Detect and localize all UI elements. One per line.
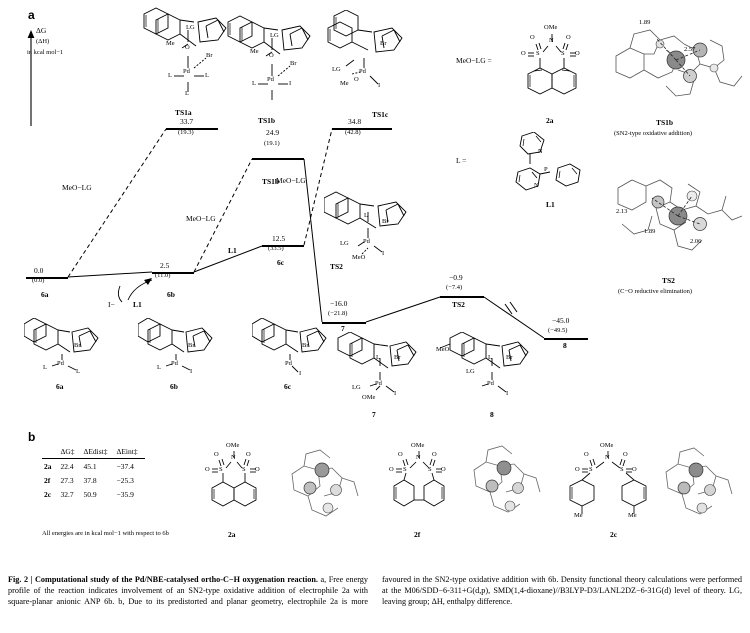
caption-title: Fig. 2 | Computational study of the Pd/NBE-catalysed ortho-C−H oxygenation reaction. — [8, 575, 318, 584]
xray-ts2-distance-2: 1.89 — [644, 228, 656, 235]
render-2a — [276, 440, 366, 530]
ts1a-atom-l2: L — [205, 72, 209, 79]
ts2mid-atom-l: L — [364, 212, 368, 219]
caption-part-b: b, Due to its predistorted and planar geometry, electrophile 2a is more favoured in the SN2-type oxidative addition with 6b. Density functional theory calculations were performed at the M06/SDD−6-311+G(d,p), SMD(1,4-dioxane)//B3LYP-D3/LANL2DZ−6-31G(d) level of theory. LG, leaving group; ΔH, enthalpy difference. — [118, 575, 742, 606]
c8-name: 8 — [563, 341, 567, 350]
structure-6b — [138, 318, 224, 384]
c8-atom-l: L — [488, 354, 492, 361]
ts2mid-atom-meo: MeO — [352, 254, 366, 261]
structure-2a-o1: O — [521, 50, 526, 57]
c8-atom-i: I — [506, 390, 509, 397]
c6c-dH: (33.5) — [268, 245, 284, 252]
structure-6c — [252, 318, 338, 384]
xray-ts2-render — [604, 158, 746, 274]
c6b-atom-pd: Pd — [171, 360, 178, 367]
structure-2f-s1: S — [403, 466, 407, 473]
ts1c-dG: 34.8 — [348, 117, 362, 126]
panel-b-letter: b — [28, 430, 36, 444]
structure-2f-o1: O — [389, 466, 394, 473]
c8-atom-pd: Pd — [487, 380, 494, 387]
edge-label-iodide: I− — [108, 300, 115, 309]
meo-lg-equals-label: MeO−LG = — [456, 56, 492, 65]
structure-2a-panelb — [196, 442, 268, 524]
ts1c-atom-pd: Pd — [359, 68, 366, 75]
structure-2c-o3: O — [632, 466, 637, 473]
table-row-label-2c: 2c — [44, 489, 52, 499]
c6c-name: 6c — [277, 258, 285, 267]
table-row-label-2a: 2a — [44, 461, 52, 471]
c8-atom-br: Br — [506, 354, 513, 361]
ts2-dH: (−7.4) — [446, 284, 463, 291]
structure-7 — [336, 332, 436, 412]
structure-2f-o2: O — [398, 451, 403, 458]
ts1c-atom-o: O — [354, 76, 359, 83]
c6a-dG: 0.0 — [34, 266, 44, 275]
structure-2c-o2: O — [584, 451, 589, 458]
xray-ts1b-distance-2: 2.57 — [684, 46, 696, 53]
structure-2a-panelb-name: 2a — [228, 530, 236, 539]
c6b-name: 6b — [167, 290, 175, 299]
structure-2c-n: N — [605, 454, 610, 461]
structure-2f-ome: OMe — [411, 442, 425, 449]
structure-l1-n2: N — [534, 182, 539, 189]
ts1a-atom-l3: L — [185, 90, 189, 97]
edge-label-meolg-2: MeO−LG — [186, 214, 216, 223]
c6a-name: 6a — [41, 290, 49, 299]
ts1c-atom-me: Me — [340, 80, 349, 87]
structure-2a-panelb-s2: S — [242, 466, 246, 473]
c6c-struct-name: 6c — [284, 382, 292, 391]
xray-ts2-distance-3: 2.06 — [690, 238, 702, 245]
table-cell-2f-dEint: −25.3 — [116, 475, 134, 485]
structure-2f-o4: O — [432, 451, 437, 458]
xray-ts2-distance-1: 2.13 — [616, 208, 628, 215]
table-row-label-2f: 2f — [44, 475, 51, 485]
ts1c-name: TS1c — [372, 110, 389, 119]
c7-dG: −16.0 — [330, 299, 348, 308]
ts1a-name: TS1a — [175, 108, 192, 117]
ts1a-atom-me: Me — [166, 40, 175, 47]
ts1b-atom-br: Br — [290, 60, 297, 67]
table-row — [42, 473, 145, 487]
c7-dH: (−21.8) — [328, 310, 348, 317]
structure-2a-o4: O — [566, 34, 571, 41]
structure-2a-o2: O — [530, 34, 535, 41]
ts1c-atom-i: I — [378, 82, 381, 89]
edge-label-meolg-3: MeO−LG — [276, 176, 306, 185]
c8-struct-name: 8 — [490, 410, 494, 419]
structure-l1-name: L1 — [546, 200, 555, 209]
c6a-atom-br: Br — [74, 342, 81, 349]
ts1c-atom-br: Br — [380, 40, 387, 47]
table-row — [42, 487, 145, 501]
ts1b-atom-i: I — [289, 80, 292, 87]
c8-atom-meo: MeO — [436, 346, 450, 353]
structure-2a-panelb-o3: O — [255, 466, 260, 473]
structure-2f-panelb — [382, 442, 454, 524]
ts2-name-mid: TS2 — [330, 262, 343, 271]
xray-ts2-name: TS2 — [662, 276, 675, 285]
structure-2c-ome: OMe — [600, 442, 614, 449]
ts2mid-atom-pd: Pd — [363, 238, 370, 245]
table-cell-2c-dG: 32.7 — [60, 489, 74, 499]
ts2mid-atom-lg: LG — [340, 240, 349, 247]
render-2c — [654, 440, 744, 530]
c8-dG: −45.0 — [552, 316, 570, 325]
structure-2a-panelb-o4: O — [246, 451, 251, 458]
render-2f — [460, 440, 550, 530]
structure-2a-o3: O — [575, 50, 580, 57]
c6b-dH: (11.0) — [155, 272, 171, 279]
structure-2f-name: 2f — [414, 530, 421, 539]
c7-atom-lg: LG — [352, 384, 361, 391]
table-row — [42, 459, 145, 474]
ts1b-atom-lg: LG — [270, 32, 279, 39]
ts1b-name-struct: TS1b — [258, 116, 276, 125]
c6b-atom-l: L — [157, 364, 161, 371]
structure-6a — [24, 318, 110, 384]
xray-ts1b-name: TS1b — [656, 118, 674, 127]
table-cell-2c-dEdist: 50.9 — [83, 489, 97, 499]
ts1a-atom-br: Br — [206, 52, 213, 59]
table-header-dG: ΔG‡ — [59, 444, 82, 459]
structure-2c-me2: Me — [628, 512, 637, 519]
c7-atom-ome: OMe — [362, 394, 376, 401]
structure-2a-panelb-s1: S — [219, 466, 223, 473]
axis-label-dG: ΔG — [36, 26, 47, 35]
structure-2c-s1: S — [589, 466, 593, 473]
c7-struct-name: 7 — [372, 410, 376, 419]
panel-a-letter: a — [28, 8, 35, 22]
panel-b-table — [42, 444, 145, 501]
c6c-atom-pd: Pd — [285, 360, 292, 367]
ts1a-atom-pd: Pd — [183, 68, 190, 75]
c6a-atom-l1: L — [43, 364, 47, 371]
structure-2c-o1: O — [575, 466, 580, 473]
c6c-atom-i: I — [299, 370, 302, 377]
c7-name: 7 — [341, 324, 345, 333]
c8-atom-lg: LG — [466, 368, 475, 375]
structure-2a-s2: S — [561, 50, 565, 57]
structure-2a-n: N — [549, 37, 554, 44]
table-cell-2f-dG: 27.3 — [60, 475, 74, 485]
ts1b-atom-me: Me — [250, 48, 259, 55]
table-header-dEint: ΔEint‡ — [115, 444, 145, 459]
ts1a-dH: (19.3) — [178, 129, 194, 136]
c6a-atom-pd: Pd — [57, 360, 64, 367]
structure-2a-panelb-n: N — [231, 454, 236, 461]
ts1b-atom-l: L — [252, 80, 256, 87]
c7-atom-i: I — [394, 390, 397, 397]
structure-2f-o3: O — [441, 466, 446, 473]
c6b-atom-br: Br — [188, 342, 195, 349]
structure-2a-ome: OMe — [544, 24, 558, 31]
structure-2f-n: N — [416, 454, 421, 461]
structure-2f-s2: S — [428, 466, 432, 473]
table-cell-2c-dEint: −35.9 — [116, 489, 134, 499]
c6a-atom-l2: L — [76, 368, 80, 375]
c6a-dH: (0.0) — [32, 277, 45, 284]
ts1a-atom-lg: LG — [186, 24, 195, 31]
xray-ts2-caption: (C−O reductive elimination) — [618, 288, 693, 295]
edge-label-l1-b: L1 — [133, 300, 142, 309]
table-header-blank — [42, 444, 59, 459]
xray-ts1b-distance-1: 1.89 — [639, 19, 651, 26]
c6a-struct-name: 6a — [56, 382, 64, 391]
ts1c-atom-lg: LG — [332, 66, 341, 73]
axis-label-dH: (ΔH) — [36, 38, 50, 45]
structure-2a-panelb-ome: OMe — [226, 442, 240, 449]
structure-l1-n1: N — [538, 148, 543, 155]
edge-label-l1-a: L1 — [228, 246, 237, 255]
c6b-struct-name: 6b — [170, 382, 178, 391]
structure-8 — [436, 332, 546, 412]
structure-2c-name: 2c — [610, 530, 618, 539]
structure-l1-p: P — [544, 166, 548, 173]
c7-atom-br: Br — [394, 354, 401, 361]
table-cell-2a-dEint: −37.4 — [116, 461, 134, 471]
structure-2a-panelb-o1: O — [205, 466, 210, 473]
ts1b-dH: (19.1) — [264, 140, 280, 147]
c6c-dG: 12.5 — [272, 234, 286, 243]
ts2-dG: −0.9 — [449, 273, 463, 282]
ts2mid-atom-br: Br — [382, 218, 389, 225]
ts1a-dG: 33.7 — [180, 117, 194, 126]
ts1a-atom-o: O — [185, 44, 190, 51]
axis-label-units: in kcal mol−1 — [27, 49, 64, 56]
structure-2c-o4: O — [623, 451, 628, 458]
ts1b-atom-o: O — [269, 52, 274, 59]
structure-2a-panelb-o2: O — [214, 451, 219, 458]
ts1a-atom-l1: L — [168, 72, 172, 79]
xray-ts1b-caption: (SN2-type oxidative addition) — [614, 130, 692, 137]
panel-b-footnote: All energies are in kcal mol−1 with respect to 6b — [42, 530, 169, 537]
c6b-dG: 2.5 — [160, 261, 170, 270]
c6b-atom-i: I — [190, 368, 193, 375]
c7-atom-l: L — [376, 354, 380, 361]
ts1b-label-curve: TS1b — [262, 177, 280, 186]
ligand-equals-label: L = — [456, 156, 467, 165]
table-header-dEdist: ΔEdist‡ — [82, 444, 115, 459]
ts1b-atom-pd: Pd — [267, 76, 274, 83]
caption-part-a: a, Free energy profile of the reaction indicates involvement of an SN2-type oxidative addition of electrophile 2a with square-planar anionic ANP 6b. — [8, 575, 368, 606]
structure-2c-me1: Me — [574, 512, 583, 519]
table-cell-2f-dEdist: 37.8 — [83, 475, 97, 485]
c6c-atom-br: Br — [302, 342, 309, 349]
xray-ts1b-render — [604, 10, 746, 116]
table-cell-2a-dG: 22.4 — [60, 461, 74, 471]
c7-atom-pd: Pd — [375, 380, 382, 387]
ts1b-dG: 24.9 — [266, 128, 280, 137]
structure-2a-name: 2a — [546, 116, 554, 125]
figure-caption — [8, 575, 742, 607]
structure-2a-s1: S — [536, 50, 540, 57]
ts2-name-curve: TS2 — [452, 300, 465, 309]
ts1c-dH: (42.8) — [345, 129, 361, 136]
structure-2c-s2: S — [620, 466, 624, 473]
c8-dH: (−49.5) — [548, 327, 568, 334]
ts2mid-atom-i: I — [382, 250, 385, 257]
table-cell-2a-dEdist: 45.1 — [83, 461, 97, 471]
edge-label-meolg-1: MeO−LG — [62, 183, 92, 192]
